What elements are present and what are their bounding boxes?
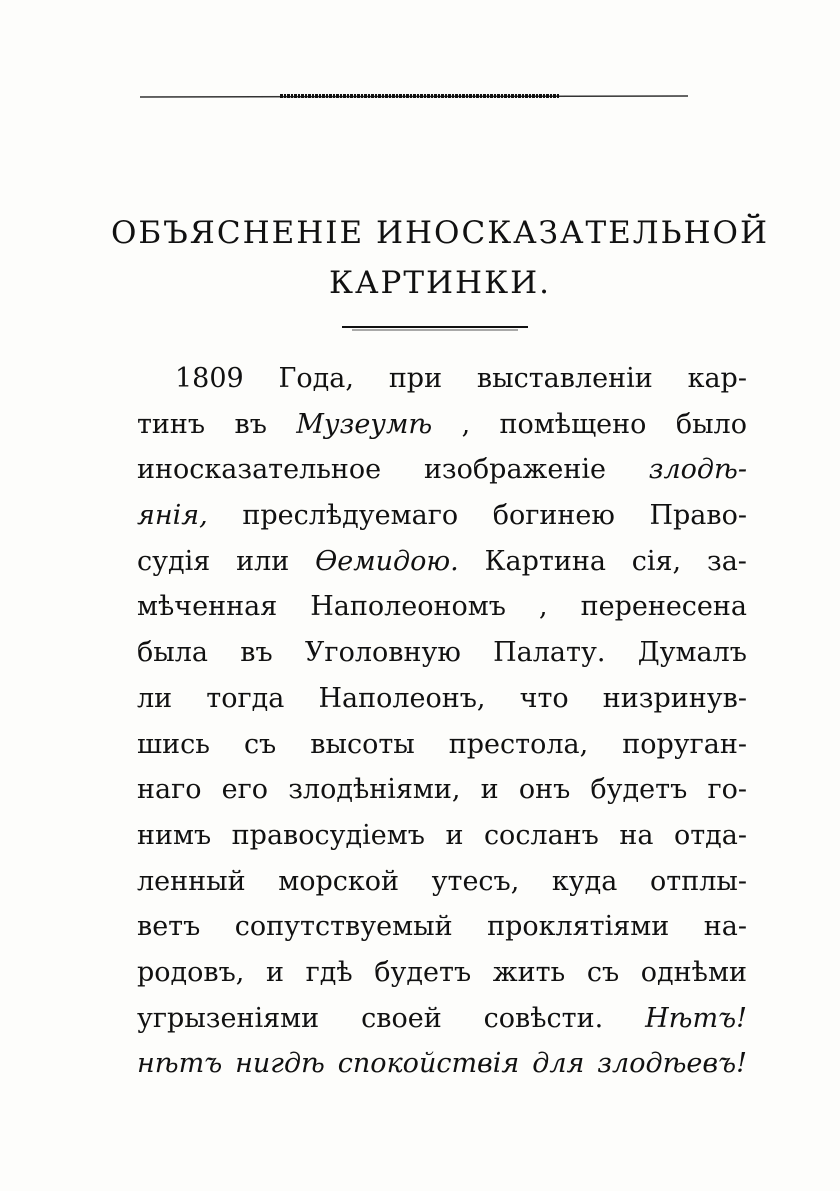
word: иносказательное <box>137 454 382 486</box>
text-line <box>137 630 747 676</box>
word: Уголовную <box>304 637 461 669</box>
word: и <box>480 774 499 806</box>
word: отда- <box>673 819 747 851</box>
word: низринув- <box>602 682 747 714</box>
text-line <box>137 859 747 905</box>
word: богинею <box>492 500 615 532</box>
text-line <box>137 676 747 722</box>
word: будетъ <box>590 774 688 806</box>
word: угрызеніями <box>137 1002 320 1034</box>
word: нѣтъ <box>137 1048 223 1080</box>
word: тинъ <box>137 408 206 440</box>
word: 1809 <box>175 363 244 394</box>
word: высоты <box>310 728 415 760</box>
word: на <box>619 819 654 851</box>
title-divider <box>342 325 528 331</box>
word: сопутствуемый <box>234 911 453 943</box>
word: злодѣевъ! <box>597 1048 747 1080</box>
word: перенесена <box>580 591 747 623</box>
ornamental-rule <box>140 93 688 99</box>
text-line <box>137 356 747 402</box>
word: для <box>532 1048 585 1080</box>
word: съ <box>243 728 277 760</box>
word: Палату. <box>493 637 606 669</box>
word: Наполеонъ, <box>318 682 486 714</box>
word: гдѣ <box>305 956 353 988</box>
word: Нѣтъ! <box>645 1002 747 1034</box>
word: спокойствія <box>337 1048 520 1080</box>
text-line <box>137 493 747 539</box>
word: Думалъ <box>637 637 747 669</box>
word: шись <box>137 728 210 760</box>
word: проклятіями <box>487 911 670 943</box>
word: и <box>445 819 464 851</box>
text-line <box>137 813 747 859</box>
word: совѣсти. <box>483 1002 604 1034</box>
word: куда <box>551 865 618 897</box>
word: его <box>221 774 269 806</box>
word: морской <box>278 865 400 897</box>
title-line-1: ОБЪЯСНЕНІЕ ИНОСКАЗАТЕЛЬНОЙ <box>110 215 769 251</box>
word: было <box>675 408 747 440</box>
word: въ <box>240 637 273 669</box>
word: сосланъ <box>483 819 599 851</box>
word: изображеніе <box>423 454 606 486</box>
word: однѣми <box>640 956 747 988</box>
text-line <box>137 584 747 630</box>
word: кар- <box>687 363 747 394</box>
word: судія <box>137 545 211 577</box>
word: жить <box>492 956 566 988</box>
word: наго <box>137 774 202 806</box>
word: что <box>519 682 569 714</box>
word: отплы- <box>650 865 747 897</box>
text-line <box>137 996 747 1042</box>
word: тогда <box>206 682 285 714</box>
word: ленный <box>137 865 246 897</box>
word: нимъ <box>137 819 212 851</box>
word: го- <box>707 774 747 806</box>
word: утесъ, <box>431 865 520 897</box>
word: онъ <box>518 774 571 806</box>
text-line <box>137 539 747 585</box>
text-line <box>137 1041 747 1087</box>
word: своей <box>361 1002 442 1034</box>
word: мѣченная <box>137 591 278 623</box>
word: Картина <box>484 545 606 577</box>
word: , <box>538 591 548 623</box>
word: съ <box>586 956 620 988</box>
word: ветъ <box>137 911 201 943</box>
title-line-2: КАРТИНКИ. <box>329 265 551 301</box>
word: Ѳемидою. <box>315 545 459 577</box>
word: сія, <box>631 545 682 577</box>
word: при <box>388 363 443 394</box>
word: выставленіи <box>476 363 653 394</box>
word: Наполеономъ <box>310 591 506 623</box>
text-line <box>137 722 747 768</box>
word: правосудіемъ <box>231 819 425 851</box>
text-line <box>137 904 747 950</box>
word: въ <box>234 408 267 440</box>
word: и <box>266 956 284 988</box>
word: престола, <box>448 728 589 760</box>
word: родовъ, <box>137 956 245 988</box>
word: на- <box>703 911 747 943</box>
text-line <box>137 950 747 996</box>
text-line <box>137 402 747 448</box>
page-title <box>100 208 780 308</box>
word: была <box>137 637 208 669</box>
word: Музеумѣ <box>296 408 433 440</box>
word: Года, <box>278 363 354 394</box>
word: янія, <box>137 500 208 532</box>
word: ли <box>137 682 173 714</box>
word: будетъ <box>374 956 472 988</box>
body-paragraph <box>137 356 747 1087</box>
word: Право- <box>649 500 747 532</box>
word: злодѣніями, <box>288 774 461 806</box>
word: преслѣдуемаго <box>242 500 459 532</box>
word: или <box>236 545 290 577</box>
word: помѣщено <box>499 408 647 440</box>
text-line <box>137 767 747 813</box>
word: злодѣ- <box>648 454 747 486</box>
word: за- <box>706 545 747 577</box>
word: нигдѣ <box>235 1048 325 1080</box>
text-line <box>137 447 747 493</box>
word: поруган- <box>622 728 747 760</box>
word: , <box>461 408 471 440</box>
